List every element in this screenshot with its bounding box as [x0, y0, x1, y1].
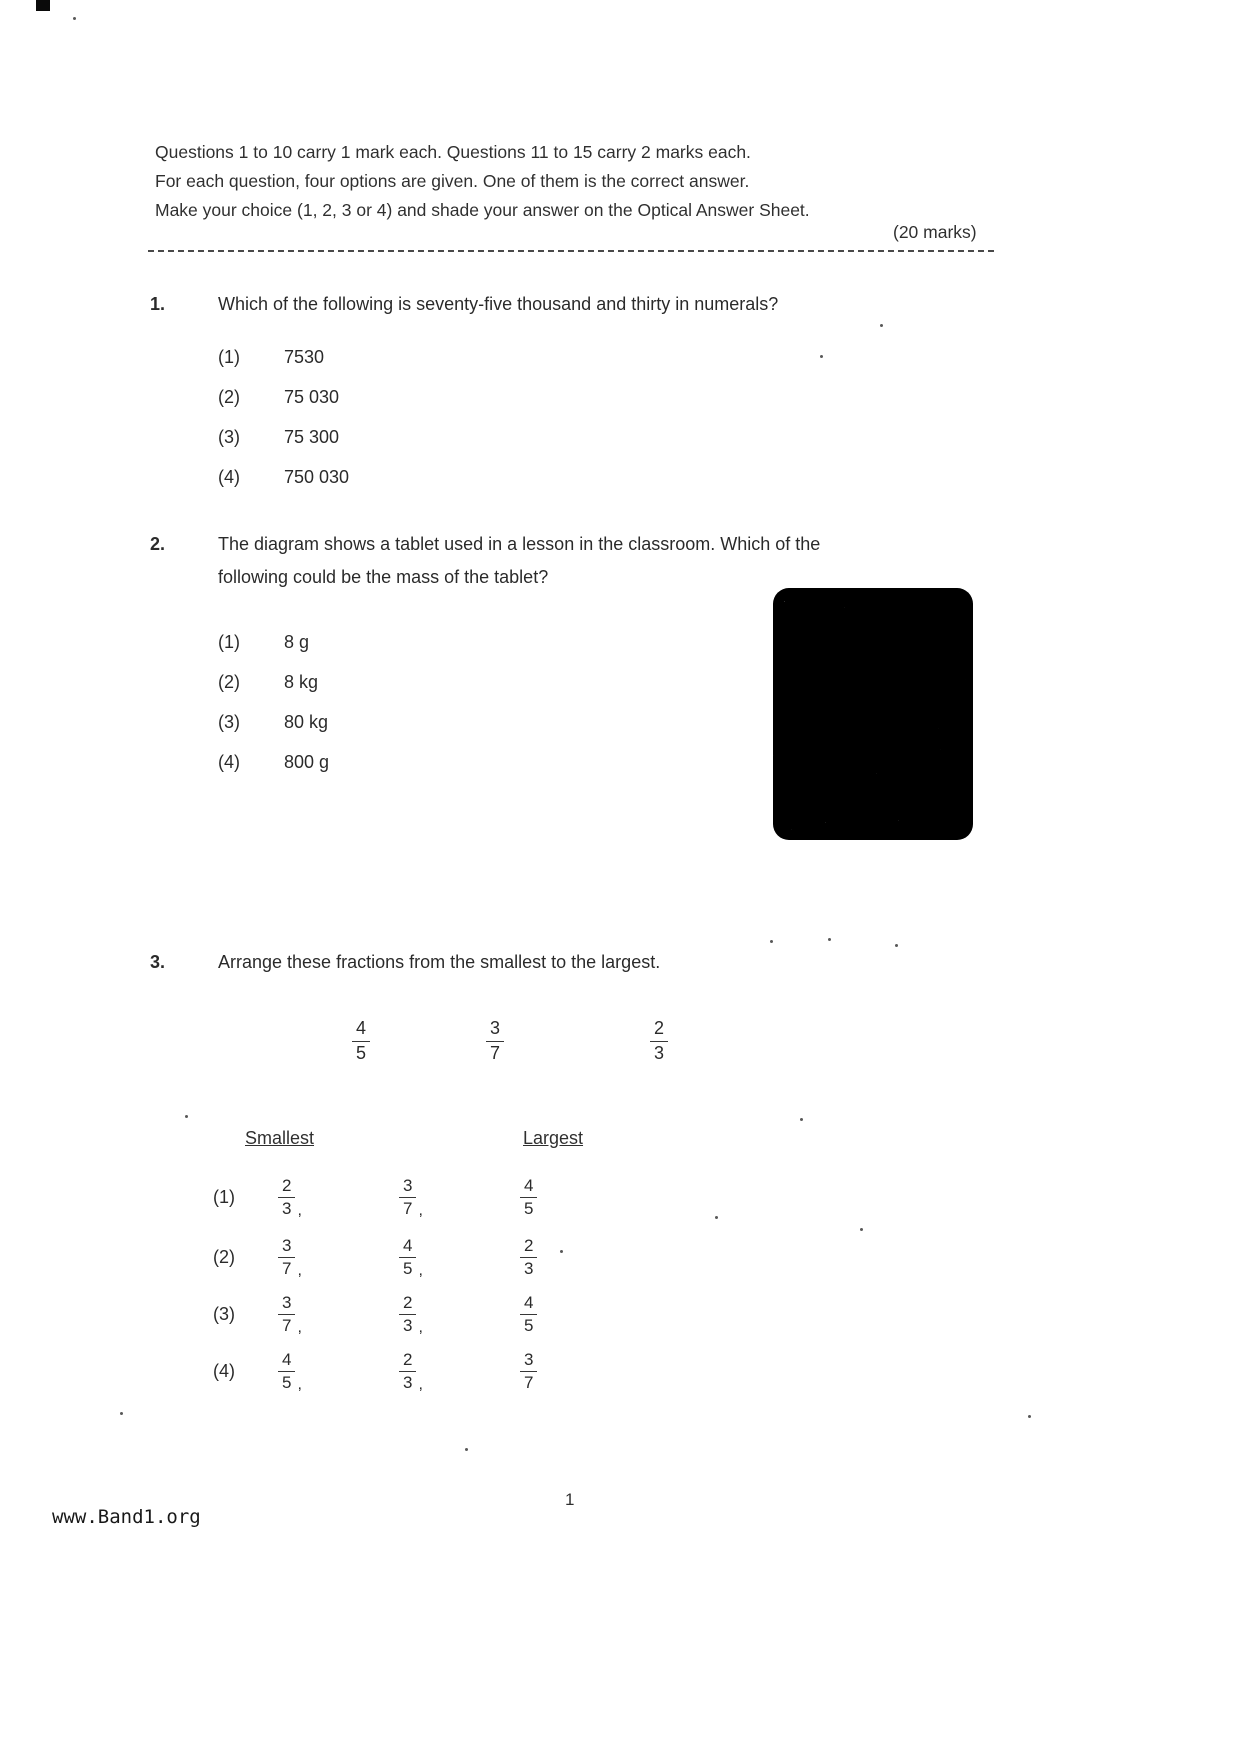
option-label: (1)	[218, 346, 240, 367]
scan-speck	[185, 1115, 188, 1118]
fraction-cell	[278, 1293, 399, 1337]
fraction-numerator: 3	[520, 1350, 537, 1372]
fraction-denominator: 7	[282, 1259, 292, 1279]
separator: ,	[297, 1261, 302, 1279]
option-label: (3)	[218, 711, 240, 732]
option-label: (4)	[218, 466, 240, 487]
separator: ,	[418, 1201, 423, 1219]
tablet-image	[773, 588, 973, 840]
option-row	[218, 377, 970, 417]
instruction-line-2: For each question, four options are given. One of them is the correct answer.	[155, 171, 750, 191]
fraction-numerator: 3	[278, 1236, 295, 1258]
question-3-text: Arrange these fractions from the smallest to the largest.	[218, 952, 661, 972]
option-label: (3)	[218, 426, 240, 447]
fraction-denominator: 7	[403, 1199, 413, 1219]
fraction-numerator: 3	[399, 1176, 416, 1198]
separator: ,	[297, 1201, 302, 1219]
fraction-cell	[520, 1350, 641, 1394]
scan-speck	[715, 1216, 718, 1219]
option-label: (1)	[218, 631, 240, 652]
fraction-denominator: 3	[403, 1373, 413, 1393]
fraction-numerator: 2	[520, 1236, 537, 1258]
separator: ,	[418, 1375, 423, 1393]
fraction-denominator: 3	[403, 1316, 413, 1336]
fraction-denominator: 5	[524, 1199, 534, 1219]
fraction-numerator: 2	[399, 1293, 416, 1315]
exam-instructions	[155, 138, 955, 225]
option-label: (2)	[213, 1247, 235, 1268]
option-row	[213, 1350, 641, 1394]
fraction-numerator: 2	[278, 1176, 295, 1198]
option-label: (2)	[218, 671, 240, 692]
instruction-line-3: Make your choice (1, 2, 3 or 4) and shade your answer on the Optical Answer Sheet.	[155, 200, 810, 220]
question-1-text: Which of the following is seventy-five thousand and thirty in numerals?	[218, 294, 779, 314]
fraction-denominator: 7	[524, 1373, 534, 1393]
question-3-number: 3.	[150, 952, 166, 972]
fraction-denominator: 3	[654, 1042, 665, 1063]
separator: ,	[297, 1318, 302, 1336]
scan-speck	[1028, 1415, 1031, 1418]
fraction-cell	[520, 1293, 641, 1337]
option-value: 800 g	[284, 751, 330, 772]
question-2-text-line2: following could be the mass of the tablet?	[218, 567, 549, 587]
column-header-smallest: Smallest	[245, 1128, 315, 1148]
option-value: 8 g	[284, 631, 310, 652]
separator: ,	[418, 1318, 423, 1336]
fraction-denominator: 5	[356, 1042, 367, 1063]
scan-speck	[465, 1448, 468, 1451]
option-label: (4)	[213, 1361, 235, 1382]
marks-total: (20 marks)	[893, 222, 977, 242]
scan-artifact	[36, 0, 50, 11]
column-header-largest: Largest	[523, 1128, 584, 1148]
fraction-numerator: 4	[278, 1350, 295, 1372]
option-row	[213, 1236, 641, 1280]
option-row	[218, 337, 970, 377]
fraction-cell	[399, 1350, 520, 1394]
option-value: 80 kg	[284, 711, 329, 732]
scan-speck	[770, 940, 773, 943]
option-label: (2)	[218, 386, 240, 407]
question-1-options	[218, 337, 970, 497]
option-row	[213, 1293, 641, 1337]
fraction-cell	[399, 1293, 520, 1337]
question-2-text-line1: The diagram shows a tablet used in a lesson in the classroom. Which of the	[218, 534, 821, 554]
fraction-numerator: 2	[399, 1350, 416, 1372]
option-label: (4)	[218, 751, 240, 772]
scan-speck	[120, 1412, 123, 1415]
option-value: 75 030	[284, 386, 340, 407]
fraction-cell	[278, 1350, 399, 1394]
fraction-numerator: 3	[278, 1293, 295, 1315]
question-1-number: 1.	[150, 294, 166, 314]
fraction-cell	[399, 1236, 520, 1280]
footer-site-url: www.Band1.org	[52, 1506, 201, 1528]
option-value: 8 kg	[284, 671, 319, 692]
scan-speck	[860, 1228, 863, 1231]
fraction-cell	[520, 1176, 641, 1220]
fraction-numerator: 3	[486, 1018, 504, 1042]
option-row	[218, 417, 970, 457]
scan-speck	[800, 1118, 803, 1121]
fraction-denominator: 5	[403, 1259, 413, 1279]
given-fraction-1	[352, 1018, 370, 1064]
question-2-text	[218, 528, 970, 594]
fraction-numerator: 4	[520, 1293, 537, 1315]
option-row	[213, 1176, 641, 1220]
page-number: 1	[565, 1490, 575, 1509]
fraction-numerator: 4	[399, 1236, 416, 1258]
fraction-numerator: 4	[352, 1018, 370, 1042]
separator: ,	[418, 1261, 423, 1279]
divider-line	[148, 250, 994, 252]
instruction-line-1: Questions 1 to 10 carry 1 mark each. Questions 11 to 15 carry 2 marks each.	[155, 142, 751, 162]
fraction-denominator: 5	[282, 1373, 292, 1393]
question-2-number: 2.	[150, 534, 166, 554]
option-value: 75 300	[284, 426, 340, 447]
question-1	[150, 288, 970, 497]
scan-speck	[73, 17, 76, 20]
given-fraction-3	[650, 1018, 668, 1064]
fraction-cell	[399, 1176, 520, 1220]
fraction-denominator: 7	[282, 1316, 292, 1336]
fraction-denominator: 3	[524, 1259, 534, 1279]
fraction-denominator: 3	[282, 1199, 292, 1219]
option-row	[218, 457, 970, 497]
option-value: 750 030	[284, 466, 350, 487]
fraction-cell	[278, 1176, 399, 1220]
option-label: (1)	[213, 1187, 235, 1208]
question-3	[150, 946, 970, 979]
given-fraction-2	[486, 1018, 504, 1064]
fraction-cell	[520, 1236, 641, 1280]
fraction-numerator: 4	[520, 1176, 537, 1198]
fraction-denominator: 5	[524, 1316, 534, 1336]
separator: ,	[297, 1375, 302, 1393]
option-value: 7530	[284, 346, 325, 367]
fraction-numerator: 2	[650, 1018, 668, 1042]
fraction-denominator: 7	[490, 1042, 501, 1063]
fraction-cell	[278, 1236, 399, 1280]
option-label: (3)	[213, 1304, 235, 1325]
scan-speck	[828, 938, 831, 941]
